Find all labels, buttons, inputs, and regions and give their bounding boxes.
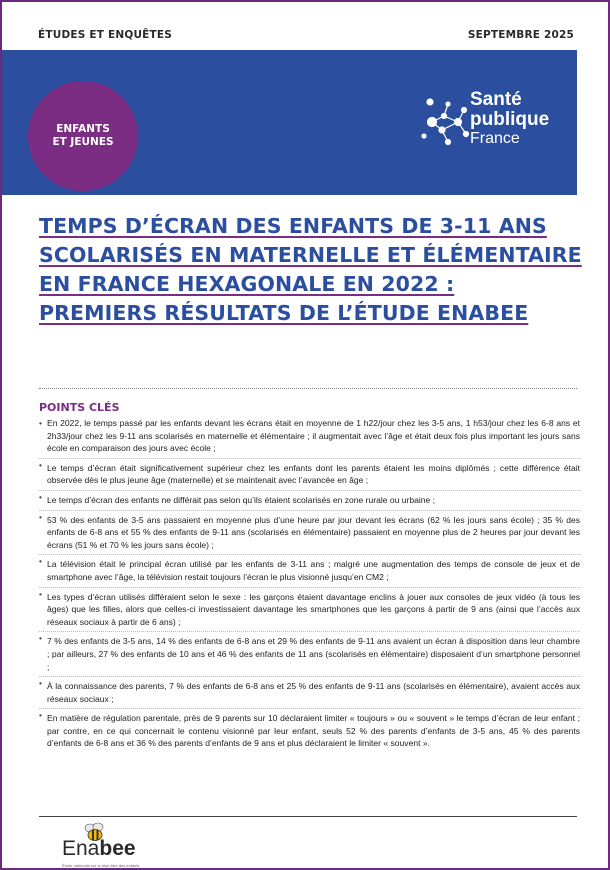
topic-badge [28, 81, 138, 191]
list-item: • En matière de régulation parentale, près de 9 parents sur 10 déclaraient limiter « toujours » ou « souvent » le temps d’écran de leur enfant ; par contre, en ce qui concernait le contenu visionné par leur enfant, seuls 52 % des parents d’enfants de 3-5 ans, 45 % des parents d’enfants de 6-8 ans et 36 % des parents d’enfants de 9 ans et plus déclaraient le limiter « souvent ». [39, 708, 580, 750]
logo-part2: bee [99, 837, 136, 860]
logo-wordmark [470, 90, 549, 148]
top-header [2, 2, 608, 50]
enabee-logo [62, 822, 140, 870]
title-line: TEMPS D’ÉCRAN DES ENFANTS DE 3-11 ANS [39, 214, 547, 238]
topic-badge-line2: ET JEUNES [52, 136, 114, 148]
topic-badge-line1: ENFANTS [56, 123, 110, 135]
section-label: ÉTUDES ET ENQUÊTES [38, 29, 173, 41]
list-item: • 53 % des enfants de 3-5 ans passaient en moyenne plus d’une heure par jour devant les écrans (62 % les jours sans école) ; 35 % des enfants de 6-8 ans et 55 % des enfants de 9-11 ans (scolarisés en élémentaire) passaient en moyenne plus de 2 heures par jour devant les écrans (51 % et 70 % les jours sans école) ; [39, 510, 580, 552]
list-item: • La télévision était le principal écran utilisé par les enfants de 3-11 ans ; malgré une augmentation des temps de console de jeux et de smartphone avec l’âge, la télévision restait toujours l’écran le plus visionné jusqu’en CM2 ; [39, 554, 580, 583]
list-item: • En 2022, le temps passé par les enfants devant les écrans était en moyenne de 1 h22/jour chez les 3-5 ans, 1 h53/jour chez les 6-8 ans et 2h33/jour chez les 9-11 ans scolarisés en maternelle et élémentaire ; il augmentait avec l’âge et était deux fois plus important les jours sans école en comparaison des jours avec école ; [39, 417, 580, 455]
enabee-wordmark [62, 837, 136, 861]
divider [39, 388, 577, 389]
list-item: • 7 % des enfants de 3-5 ans, 14 % des enfants de 6-8 ans et 29 % des enfants de 9-11 ans avaient un écran à disposition dans leur chambre ; par ailleurs, 27 % des enfants de 10 ans et 46 % des enfants de 11 ans (scolarisés en élémentaire) disposaient d’un smartphone personnel ; [39, 631, 580, 673]
document-title [39, 212, 582, 328]
logo-line3: France [470, 130, 520, 147]
list-item: • Le temps d’écran des enfants ne différait pas selon qu’ils étaient scolarisés en zone rurale ou urbaine ; [39, 490, 580, 507]
logo-line2: publique [470, 109, 550, 130]
title-line: EN FRANCE HEXAGONALE EN 2022 : [39, 272, 455, 296]
key-points-heading: POINTS CLÉS [39, 401, 120, 414]
list-item: • À la connaissance des parents, 7 % des enfants de 6-8 ans et 25 % des enfants de 9-11 ans (scolarisés en élémentaire), avaient accès aux réseaux sociaux ; [39, 676, 580, 705]
title-line: PREMIERS RÉSULTATS DE L’ÉTUDE ENABEE [39, 301, 529, 325]
list-item: • Les types d’écran utilisés différaient selon le sexe : les garçons étaient davantage enclins à jouer aux consoles de jeux vidéo (à tous les âges) que les filles, alors que celles-ci investissaient davantage les smartphones que les garçons à partir de 9 ans (ainsi que l’accès aux réseaux sociaux à partir de 6 ans) ; [39, 587, 580, 629]
logo-line1: Santé [470, 89, 522, 110]
title-line: SCOLARISÉS EN MATERNELLE ET ÉLÉMENTAIRE [39, 243, 582, 267]
enabee-tagline: Étude nationale sur le bien-être des enfants [62, 863, 140, 868]
logo-part1: Ena [62, 837, 100, 860]
footer-divider [39, 816, 577, 817]
publication-date: SEPTEMBRE 2025 [467, 29, 574, 41]
key-points-list [39, 417, 580, 750]
list-item: • Le temps d’écran était significativement supérieur chez les enfants dont les parents étaient les moins diplômés ; cette différence était observée dès le plus jeune âge (maternelle) et se maintenait avec l’avancée en âge ; [39, 458, 580, 487]
